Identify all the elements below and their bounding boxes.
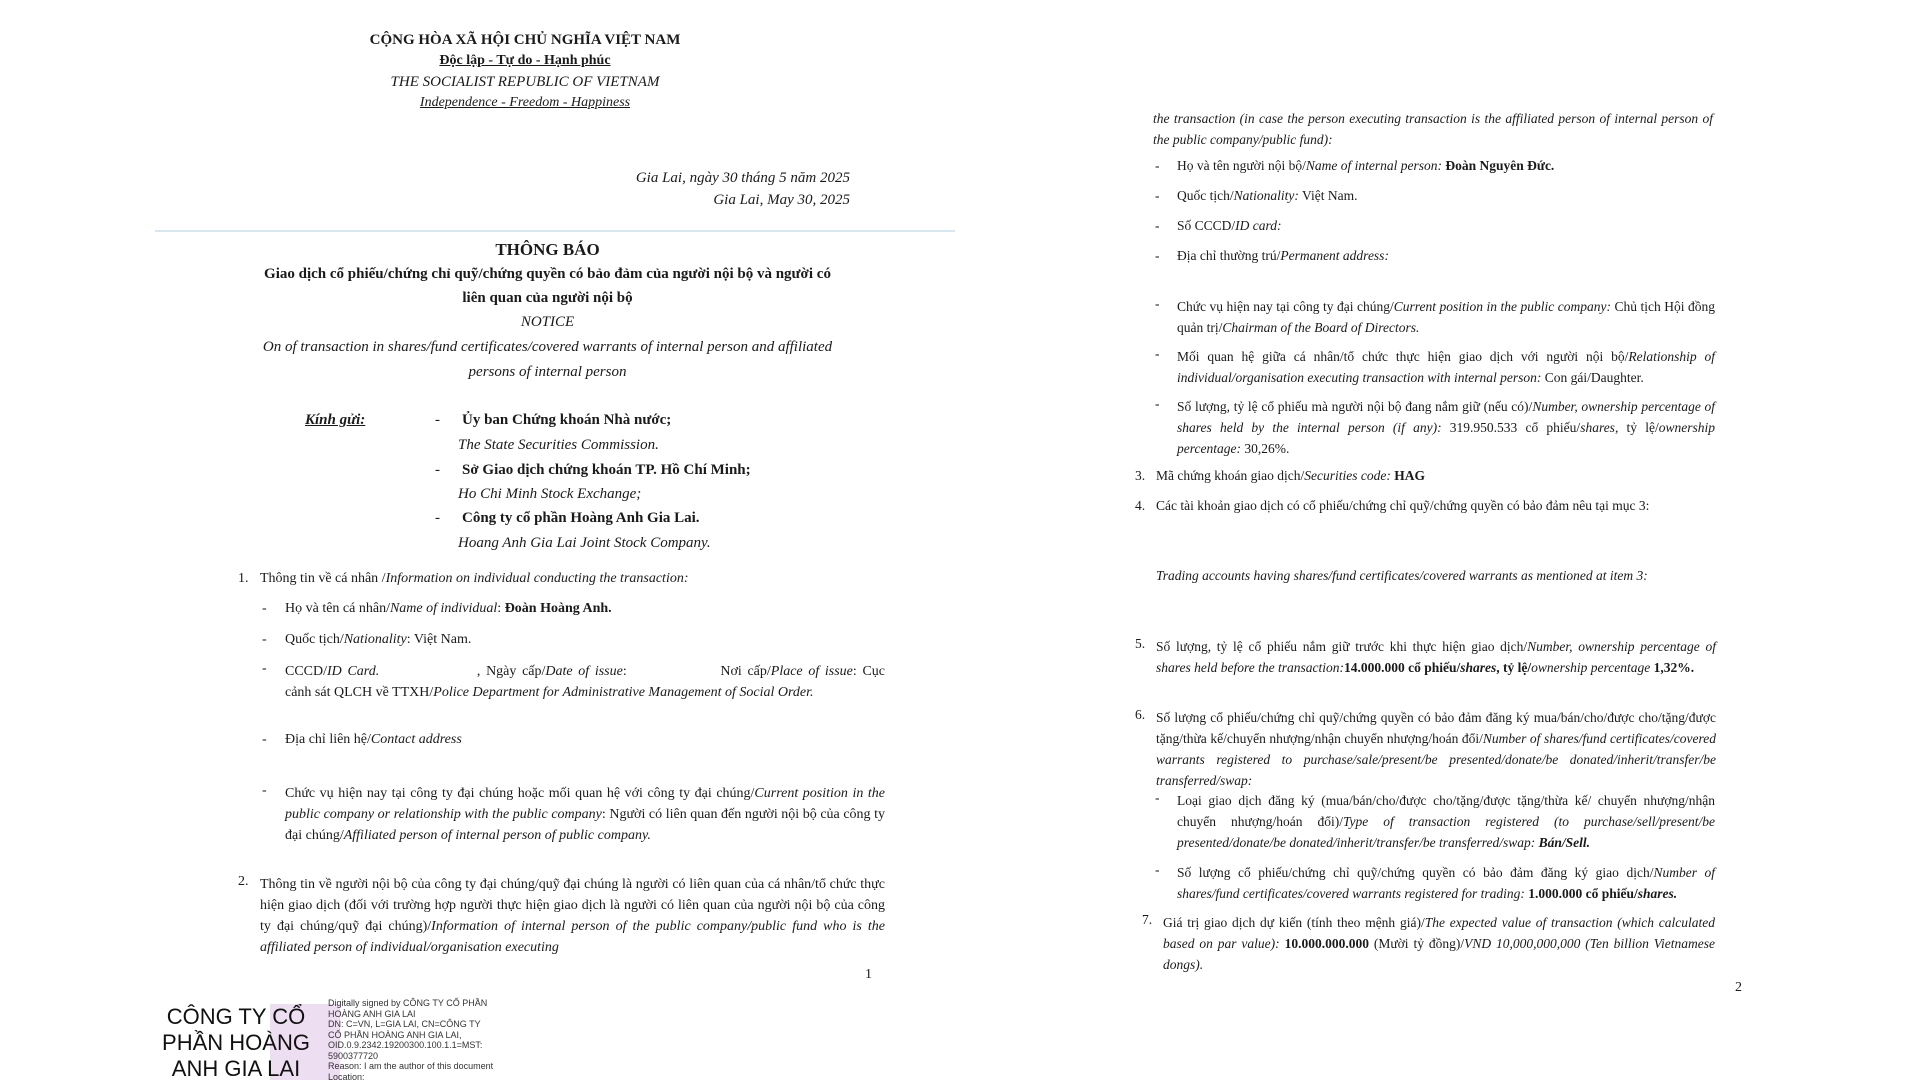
internal-nationality-row: Quốc tịch/Nationality: Việt Nam. — [1177, 188, 1358, 203]
header-divider — [155, 230, 955, 232]
expected-value-row: Giá trị giao dịch dự kiến (tính theo mệnh giá)/The expected value of transaction (which calculated based on par value): 10.000.000.000 (Mười tỷ đồng)/VND 10,000,000,000 (Ten billion Vietnamese dongs). — [1163, 915, 1716, 972]
internal-id-row: Số CCCD/ID card: — [1177, 218, 1282, 233]
subtitle-en-2: persons of internal person — [468, 364, 627, 380]
subtitle-en-1: On of transaction in shares/fund certificates/covered warrants of internal person and affiliated — [262, 339, 833, 355]
signer-company-name: CÔNG TY CỔ PHẦN HOÀNG ANH GIA LAI — [162, 1004, 310, 1081]
bullet-dash: - — [1155, 218, 1160, 233]
date-vn: Gia Lai, ngày 30 tháng 5 năm 2025 — [635, 170, 850, 186]
individual-name-row: Họ và tên cá nhân/Name of individual: Đoàn Hoàng Anh. — [285, 601, 612, 616]
bullet-dash: - — [1155, 862, 1160, 877]
country-name-en: THE SOCIALIST REPUBLIC OF VIETNAM — [390, 74, 660, 90]
internal-person-name-row: Họ và tên người nội bộ/Name of internal person: Đoàn Nguyên Đức. — [1177, 158, 1555, 173]
motto-en: Independence - Freedom - Happiness — [419, 95, 631, 110]
recipient-2-vn: Sở Giao dịch chứng khoán TP. Hồ Chí Minh; — [462, 462, 751, 478]
document-page-2 — [960, 0, 1920, 1080]
bullet-dash: - — [262, 632, 267, 647]
registered-quantity-row: Số lượng cổ phiếu/chứng chỉ quỹ/chứng quyền có bảo đảm đăng ký mua/bán/cho/được cho/tặng/được tặng/thừa kế/chuyển nhượng/nhận chuyển nhượng/hoán đổi/Number of shares/fund certificates/covered warrants registered to purchase/sale/present/be presented/donate/be donated/inherit/transfer/be transferred/swap: — [1156, 710, 1716, 788]
date-en: Gia Lai, May 30, 2025 — [713, 192, 850, 208]
recipient-3-en: Hoang Anh Gia Lai Joint Stock Company. — [458, 535, 711, 551]
internal-position-row: Chức vụ hiện nay tại công ty đại chúng/Current position in the public company: Chủ tịch Hội đồng quản trị/Chairman of the Board of Directors. — [1177, 299, 1715, 335]
section-2-continued: the transaction (in case the person executing transaction is the affiliated person of internal person of the public company/public fund): — [1153, 111, 1713, 147]
item-4-number: 4. — [1135, 498, 1146, 513]
section-2-number: 2. — [238, 874, 249, 889]
bullet-dash: - — [1155, 396, 1160, 411]
title-vn: THÔNG BÁO — [495, 240, 600, 259]
bullet-dash: - — [262, 732, 267, 747]
bullet-dash: - — [262, 661, 267, 676]
subtitle-vn-1: Giao dịch cổ phiếu/chứng chỉ quỹ/chứng quyền có bảo đảm của người nội bộ và người có — [264, 266, 831, 282]
trading-quantity-row: Số lượng cổ phiếu/chứng chỉ quỹ/chứng quyền có bảo đảm đăng ký giao dịch/Number of shares/fund certificates/covered warrants registered for trading: 1.000.000 cổ phiếu/shares. — [1177, 865, 1716, 901]
motto-vn: Độc lập - Tự do - Hạnh phúc — [439, 53, 611, 68]
bullet-dash: - — [1155, 346, 1160, 361]
page-number-1: 1 — [865, 967, 872, 982]
contact-address-row: Địa chỉ liên hệ/Contact address — [285, 732, 462, 747]
recipients-label: Kính gửi: — [305, 412, 366, 428]
digital-signature-info: Digitally signed by CÔNG TY CỔ PHẦN HOÀNG ANH GIA LAI DN: C=VN, L=GIA LAI, CN=CÔNG TY CỔ PHẦN HOÀNG ANH GIA LAI, OID.0.9.2342.19200300.100.1.1=MST: 5900377720 Reason: I am the author of this document Location: — [328, 998, 494, 1082]
transaction-type-row: Loại giao dịch đăng ký (mua/bán/cho/được cho/tặng/được tặng/thừa kế/ chuyển nhượng/nhận chuyển nhượng/hoán đổi)/Type of transaction registered (to purchase/sell/present/be presented/donate/be donated/inherit/transfer/be transferred/swap: Bán/Sell. — [1177, 793, 1715, 850]
recipient-dash: - — [435, 510, 440, 526]
bullet-dash: - — [1155, 296, 1160, 311]
position-row: Chức vụ hiện nay tại công ty đại chúng hoặc mối quan hệ với công ty đại chúng/Current position in the public company or relationship with the public company: Người có liên quan đến người nội bộ của công ty đại chúng/Affiliated person of internal person of public company. — [285, 786, 885, 843]
bullet-dash: - — [262, 783, 267, 798]
page-number-2: 2 — [1735, 980, 1742, 995]
section-1-title: Thông tin về cá nhân /Information on individual conducting the transaction: — [260, 571, 689, 586]
recipient-2-en: Ho Chi Minh Stock Exchange; — [458, 486, 642, 502]
recipient-dash: - — [435, 462, 440, 478]
recipient-3-vn: Công ty cổ phần Hoàng Anh Gia Lai. — [462, 510, 700, 526]
internal-address-row: Địa chỉ thường trú/Permanent address: — [1177, 248, 1389, 263]
recipient-1-vn: Ủy ban Chứng khoán Nhà nước; — [462, 412, 672, 428]
title-en: NOTICE — [520, 314, 575, 330]
nationality-row: Quốc tịch/Nationality: Việt Nam. — [285, 632, 472, 647]
bullet-dash: - — [1155, 188, 1160, 203]
holding-before-row: Số lượng, tỷ lệ cổ phiếu nắm giữ trước khi thực hiện giao dịch/Number, ownership percentage of shares held before the transaction:14.000.000 cổ phiếu/shares, tỷ lệ/ownership percentage 1,32%. — [1156, 639, 1716, 675]
bullet-dash: - — [262, 601, 267, 616]
item-5-number: 5. — [1135, 636, 1146, 651]
bullet-dash: - — [1155, 790, 1160, 805]
item-6-number: 6. — [1135, 707, 1146, 722]
subtitle-vn-2: liên quan của người nội bộ — [462, 290, 633, 306]
item-3-number: 3. — [1135, 468, 1146, 483]
id-card-row: CCCD/ID Card. , Ngày cấp/Date of issue: Nơi cấp/Place of issue: Cục cảnh sát QLCH về TTXH/Police Department for Administrative Management of Social Order. — [285, 664, 885, 700]
trading-accounts-vn: Các tài khoản giao dịch có cổ phiếu/chứng chỉ quỹ/chứng quyền có bảo đảm nêu tại mục 3: — [1156, 498, 1650, 513]
country-name-vn: CỘNG HÒA XÃ HỘI CHỦ NGHĨA VIỆT NAM — [369, 32, 681, 48]
securities-code-row: Mã chứng khoán giao dịch/Securities code: HAG — [1156, 468, 1426, 483]
relationship-row: Mối quan hệ giữa cá nhân/tổ chức thực hiện giao dịch với người nội bộ/Relationship of individual/organisation executing transaction with internal person: Con gái/Daughter. — [1177, 349, 1715, 385]
recipient-1-en: The State Securities Commission. — [458, 437, 659, 453]
section-1-number: 1. — [238, 571, 249, 586]
item-7-number: 7. — [1142, 912, 1153, 927]
trading-accounts-en: Trading accounts having shares/fund certificates/covered warrants as mentioned at item 3: — [1156, 568, 1648, 583]
bullet-dash: - — [1155, 158, 1160, 173]
bullet-dash: - — [1155, 248, 1160, 263]
section-2-text: Thông tin về người nội bộ của công ty đại chúng/quỹ đại chúng là người có liên quan của cá nhân/tổ chức thực hiện giao dịch (đối với trường hợp người thực hiện giao dịch là người có liên quan của người nội bộ của công ty đại chúng/quỹ đại chúng)/Information of internal person of the public company/public fund who is the affiliated person of individual/organisation executing — [260, 877, 886, 955]
recipient-dash: - — [435, 412, 440, 428]
internal-holding-row: Số lượng, tỷ lệ cổ phiếu mà người nội bộ đang nắm giữ (nếu có)/Number, ownership percentage of shares held by the internal person (if any): 319.950.533 cổ phiếu/shares, tỷ lệ/ownership percentage: 30,26%. — [1177, 399, 1716, 456]
document-page-1 — [0, 0, 960, 1080]
